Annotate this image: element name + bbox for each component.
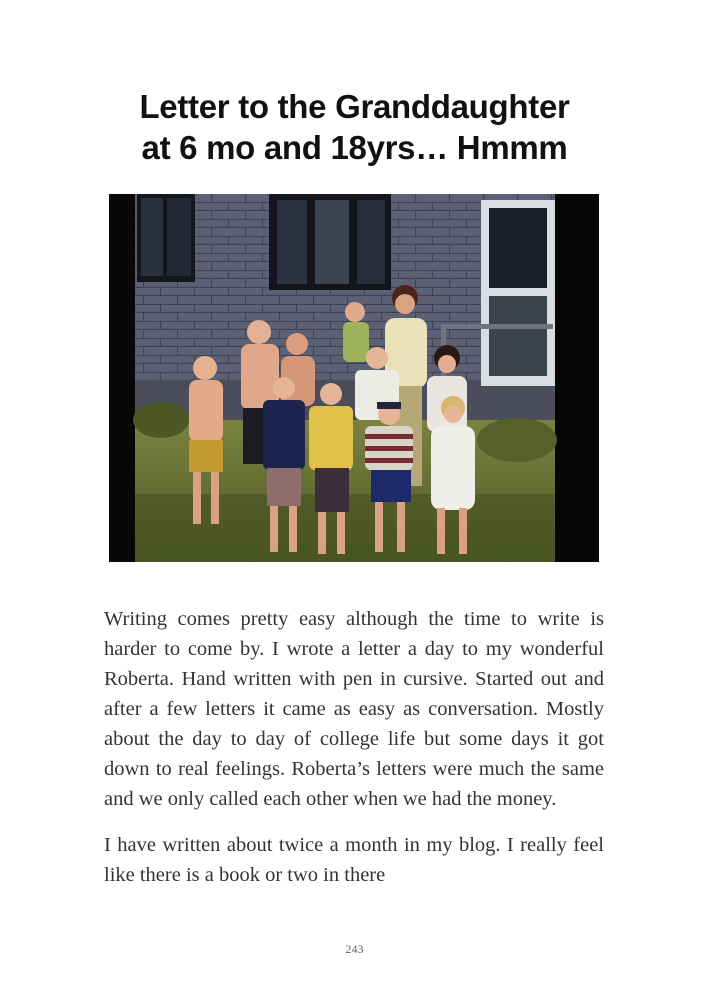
paragraph-2: I have written about twice a month in my blog. I really feel like there is a book or two in there bbox=[104, 834, 604, 886]
title-line-1: Letter to the Granddaughter bbox=[139, 88, 570, 125]
title-line-2: at 6 mo and 18yrs… Hmmm bbox=[141, 129, 568, 166]
paragraph-1: Writing comes pretty easy although the time to write is harder to come by. I wrote a letter a day to my wonderful Roberta. Hand written with pen in cursive. Started out and after a few letters it came as easy as conversation. Mostly about the day to day of college life but some days it got down to real feelings. Roberta’s letters were much the same and we only called each other when we had the money. bbox=[104, 608, 604, 810]
page-title bbox=[0, 86, 709, 168]
family-group-photo-icon bbox=[109, 194, 599, 562]
family-photo bbox=[109, 194, 599, 562]
page-number: 243 bbox=[345, 942, 364, 956]
body-text bbox=[104, 604, 604, 906]
